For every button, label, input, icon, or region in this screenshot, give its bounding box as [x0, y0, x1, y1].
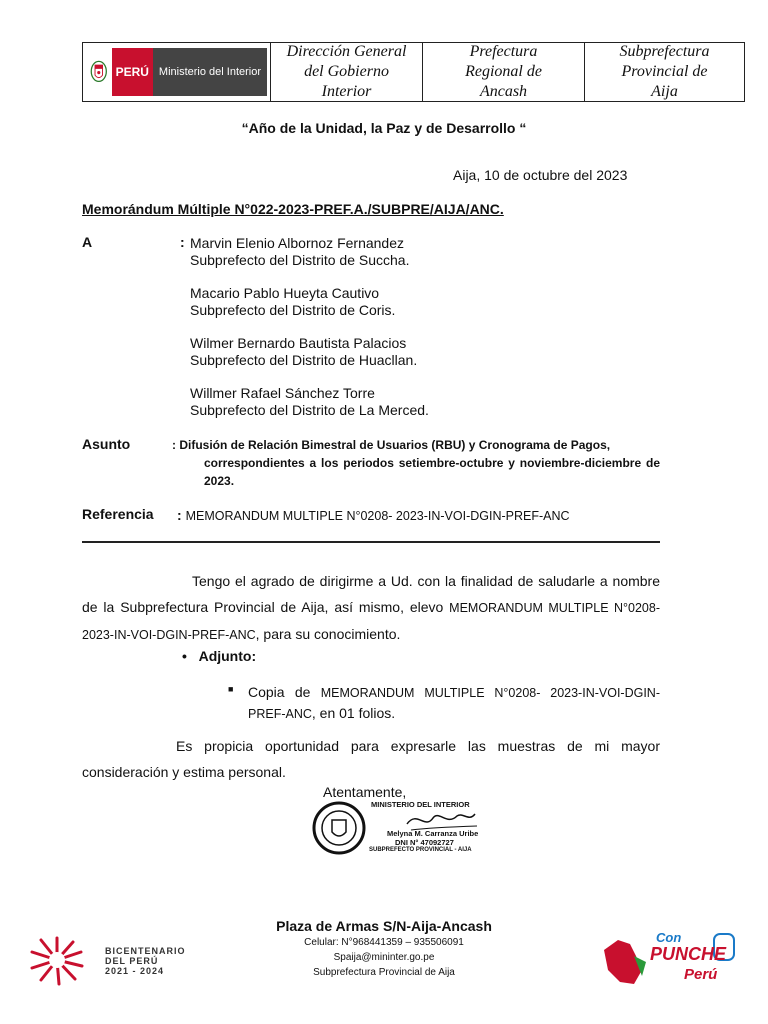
bicentenario-logo	[25, 934, 205, 986]
bicentenario-line: BICENTENARIO	[105, 946, 186, 956]
body-paragraph-2	[82, 733, 660, 785]
copy-ref: MEMORANDUM MULTIPLE N°0208- 2023-IN-VOI-DGIN-PREF-ANC	[248, 686, 660, 721]
closing: Atentamente,	[323, 784, 407, 800]
addressee-name: Macario Pablo Hueyta Cautivo	[190, 285, 380, 301]
p1-ref: MEMORANDUM MULTIPLE N°0208- 2023-IN-VOI-DGIN-PREF-ANC	[82, 601, 660, 642]
con-punche-peru-logo	[594, 926, 744, 994]
copy-start: Copia de	[248, 684, 321, 700]
attachment-label: Adjunto:	[198, 648, 257, 664]
footer-phone: Celular: N°968441359 – 935506091	[304, 937, 464, 948]
bicentenario-text	[105, 946, 186, 976]
addressee-title: Subprefecto del Distrito de Huacllan.	[190, 352, 418, 368]
bicentenario-line: DEL PERÚ	[105, 956, 159, 966]
header-cell-line: Subprefectura	[619, 43, 710, 60]
bicentenario-burst-icon	[25, 934, 89, 986]
year-motto: “Año de la Unidad, la Paz y de Desarrollo “	[241, 120, 527, 136]
header-cell-line: Dirección General	[286, 43, 407, 60]
square-bullet-icon: ■	[228, 684, 234, 694]
bullet-icon: •	[182, 648, 187, 664]
footer-email: Spaija@mininter.go.pe	[333, 952, 435, 963]
signature-stamp	[307, 800, 497, 860]
memo-number: Memorándum Múltiple N°022-2023-PREF.A./SUBPRE/AIJA/ANC.	[82, 201, 504, 217]
reference-label: Referencia	[82, 506, 154, 522]
header-cell-line: del Gobierno	[304, 63, 389, 80]
coat-of-arms-icon	[90, 49, 108, 95]
reference-colon: :	[177, 507, 186, 523]
header-cell-line: Regional de	[465, 63, 542, 80]
addressee-2	[190, 285, 395, 319]
document-date: Aija, 10 de octubre del 2023	[453, 167, 628, 183]
subject-line-2: correspondientes a los periodos setiembre-octubre y noviembre-diciembre de 2023.	[204, 456, 660, 488]
header-cell-prefectura	[423, 43, 585, 101]
bicentenario-line: 2021 - 2024	[105, 966, 165, 976]
reference-text	[177, 507, 570, 523]
reference-value: MEMORANDUM MULTIPLE N°0208- 2023-IN-VOI-DGIN-PREF-ANC	[185, 509, 570, 523]
footer-address: Plaza de Armas S/N-Aija-Ancash	[276, 918, 492, 934]
header-table	[82, 42, 745, 102]
divider	[82, 541, 660, 543]
addressee-colon: :	[180, 234, 185, 250]
addressee-title: Subprefecto del Distrito de Succha.	[190, 252, 410, 268]
subject-colon: :	[172, 438, 180, 452]
p1-start: Tengo el agrado de dirigirme a Ud. con la finalidad de saludarle a nombre de la Subprefectura Provincial de Aija, así mismo, elevo	[82, 573, 660, 615]
header-cell-line: Provincial de	[621, 63, 708, 80]
attachment-heading	[182, 648, 256, 664]
punche-con: Con	[656, 930, 682, 945]
addressee-4	[190, 385, 429, 419]
header-cell-line: Aija	[651, 83, 678, 100]
peru-label: PERÚ	[112, 48, 153, 96]
attachment-copy	[248, 682, 660, 724]
punche-word: PUNCHE	[650, 944, 727, 964]
addressee-name: Marvin Elenio Albornoz Fernandez	[190, 235, 405, 251]
ministry-logo	[83, 43, 271, 101]
stamp-line-2: Melyna M. Carranza Uribe	[387, 829, 479, 838]
addressee-label: A	[82, 234, 93, 250]
header-cell-subprefectura	[585, 43, 744, 101]
punche-peru: Perú	[684, 966, 718, 983]
header-cell-line: Prefectura	[469, 43, 538, 60]
addressee-3	[190, 335, 417, 369]
ministry-label: Ministerio del Interior	[153, 48, 267, 96]
stamp-line-1: MINISTERIO DEL INTERIOR	[371, 800, 470, 809]
copy-end: , en 01 folios.	[311, 705, 396, 721]
addressee-1	[190, 235, 409, 269]
subject-label: Asunto	[82, 436, 131, 452]
addressee-name: Wilmer Bernardo Bautista Palacios	[190, 335, 407, 351]
subject-line-1: Difusión de Relación Bimestral de Usuarios (RBU) y Cronograma de Pagos,	[179, 438, 611, 452]
header-cell-direccion	[271, 43, 423, 101]
subject-text	[172, 436, 660, 490]
addressee-name: Willmer Rafael Sánchez Torre	[190, 385, 375, 401]
addressee-title: Subprefecto del Distrito de La Merced.	[190, 402, 429, 418]
p1-end: , para su conocimiento.	[255, 626, 401, 642]
addressee-title: Subprefecto del Distrito de Coris.	[190, 302, 396, 318]
stamp-line-4: SUBPREFECTO PROVINCIAL - AIJA	[369, 847, 472, 853]
header-cell-line: Interior	[321, 83, 372, 100]
body-paragraph-1	[82, 568, 660, 648]
header-cell-line: Ancash	[479, 83, 528, 100]
stamp-line-3: DNI N° 47092727	[395, 838, 454, 847]
footer-office: Subprefectura Provincial de Aija	[313, 967, 455, 978]
p2-text: Es propicia oportunidad para expresarle las muestras de mi mayor consideración y estima personal.	[82, 738, 660, 780]
